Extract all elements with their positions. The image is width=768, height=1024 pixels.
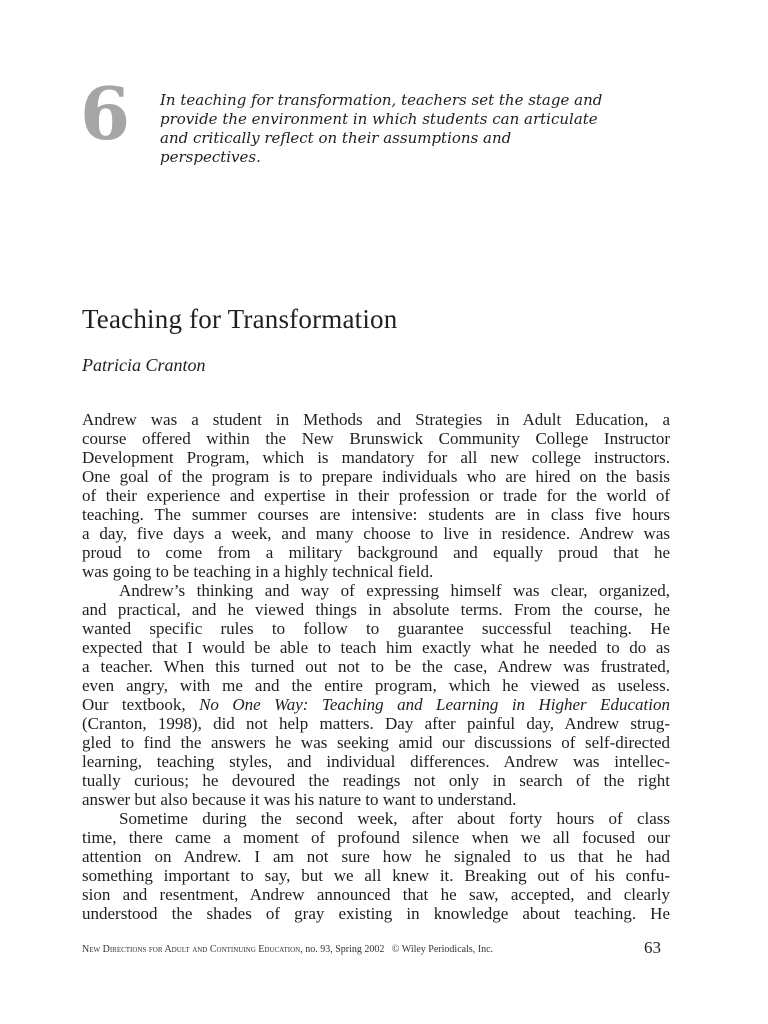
body-line: a day, five days a week, and many choose to live in residence. Andrew was xyxy=(82,524,670,543)
body-line: time, there came a moment of profound silence when we all focused our xyxy=(82,828,670,847)
epigraph-line: and critically reflect on their assumptions and xyxy=(160,129,512,147)
body-line: wanted specific rules to follow to guarantee successful teaching. He xyxy=(82,619,670,638)
chapter-epigraph xyxy=(160,91,620,167)
chapter-title: Teaching for Transformation xyxy=(82,304,398,334)
body-line: Andrew’s thinking and way of expressing himself was clear, organized, xyxy=(119,581,670,600)
copyright-notice: © Wiley Periodicals, Inc. xyxy=(391,944,494,955)
page-number: 63 xyxy=(644,938,661,957)
body-line: expected that I would be able to teach him exactly what he needed to do as xyxy=(82,638,670,657)
body-line: course offered within the New Brunswick Community College Instructor xyxy=(82,429,670,448)
body-line: teaching. The summer courses are intensive: students are in class five hours xyxy=(82,505,670,524)
body-line: tually curious; he devoured the readings not only in search of the right xyxy=(82,771,670,790)
body-line: Andrew was a student in Methods and Strategies in Adult Education, a xyxy=(82,410,670,429)
body-line: Sometime during the second week, after about forty hours of class xyxy=(119,809,670,828)
body-line: and practical, and he viewed things in absolute terms. From the course, he xyxy=(82,600,670,619)
body-line: attention on Andrew. I am not sure how he signaled to us that he had xyxy=(82,847,670,866)
body-line: a teacher. When this turned out not to be the case, Andrew was frustrated, xyxy=(82,657,670,676)
body-line: (Cranton, 1998), did not help matters. Day after painful day, Andrew strug- xyxy=(82,714,670,733)
textbook-prefix: Our textbook, xyxy=(82,695,200,714)
body-line: understood the shades of gray existing in knowledge about teaching. He xyxy=(82,904,670,923)
body-line: something important to say, but we all knew it. Breaking out of his confu- xyxy=(82,866,670,885)
body-line: sion and resentment, Andrew announced that he saw, accepted, and clearly xyxy=(82,885,670,904)
author-name: Patricia Cranton xyxy=(82,355,206,375)
body-line: even angry, with me and the entire program, which he viewed as useless. xyxy=(82,676,670,695)
body-line: proud to come from a military background and equally proud that he xyxy=(82,543,670,562)
body-line-textbook xyxy=(82,695,670,714)
epigraph-line: provide the environment in which students can articulate xyxy=(160,110,598,128)
page-footer xyxy=(82,944,493,955)
journal-issue: , no. 93, Spring 2002 xyxy=(300,944,385,955)
body-text xyxy=(82,410,670,923)
chapter-number: 6 xyxy=(80,71,131,156)
body-line: Development Program, which is mandatory for all new college instructors. xyxy=(82,448,670,467)
epigraph-line: perspectives. xyxy=(160,148,261,166)
textbook-title: No One Way: Teaching and Learning in Higher Education xyxy=(199,695,670,714)
epigraph-line: In teaching for transformation, teachers set the stage and xyxy=(160,91,603,109)
body-line: of their experience and expertise in their profession or trade for the world of xyxy=(82,486,670,505)
body-line: answer but also because it was his nature to want to understand. xyxy=(82,790,517,809)
body-line: learning, teaching styles, and individual differences. Andrew was intellec- xyxy=(82,752,670,771)
journal-name: New Directions for Adult and Continuing Education xyxy=(82,944,301,955)
body-line: gled to find the answers he was seeking amid our discussions of self-directed xyxy=(82,733,670,752)
body-line: was going to be teaching in a highly technical field. xyxy=(82,562,434,581)
body-line: One goal of the program is to prepare individuals who are hired on the basis xyxy=(82,467,670,486)
